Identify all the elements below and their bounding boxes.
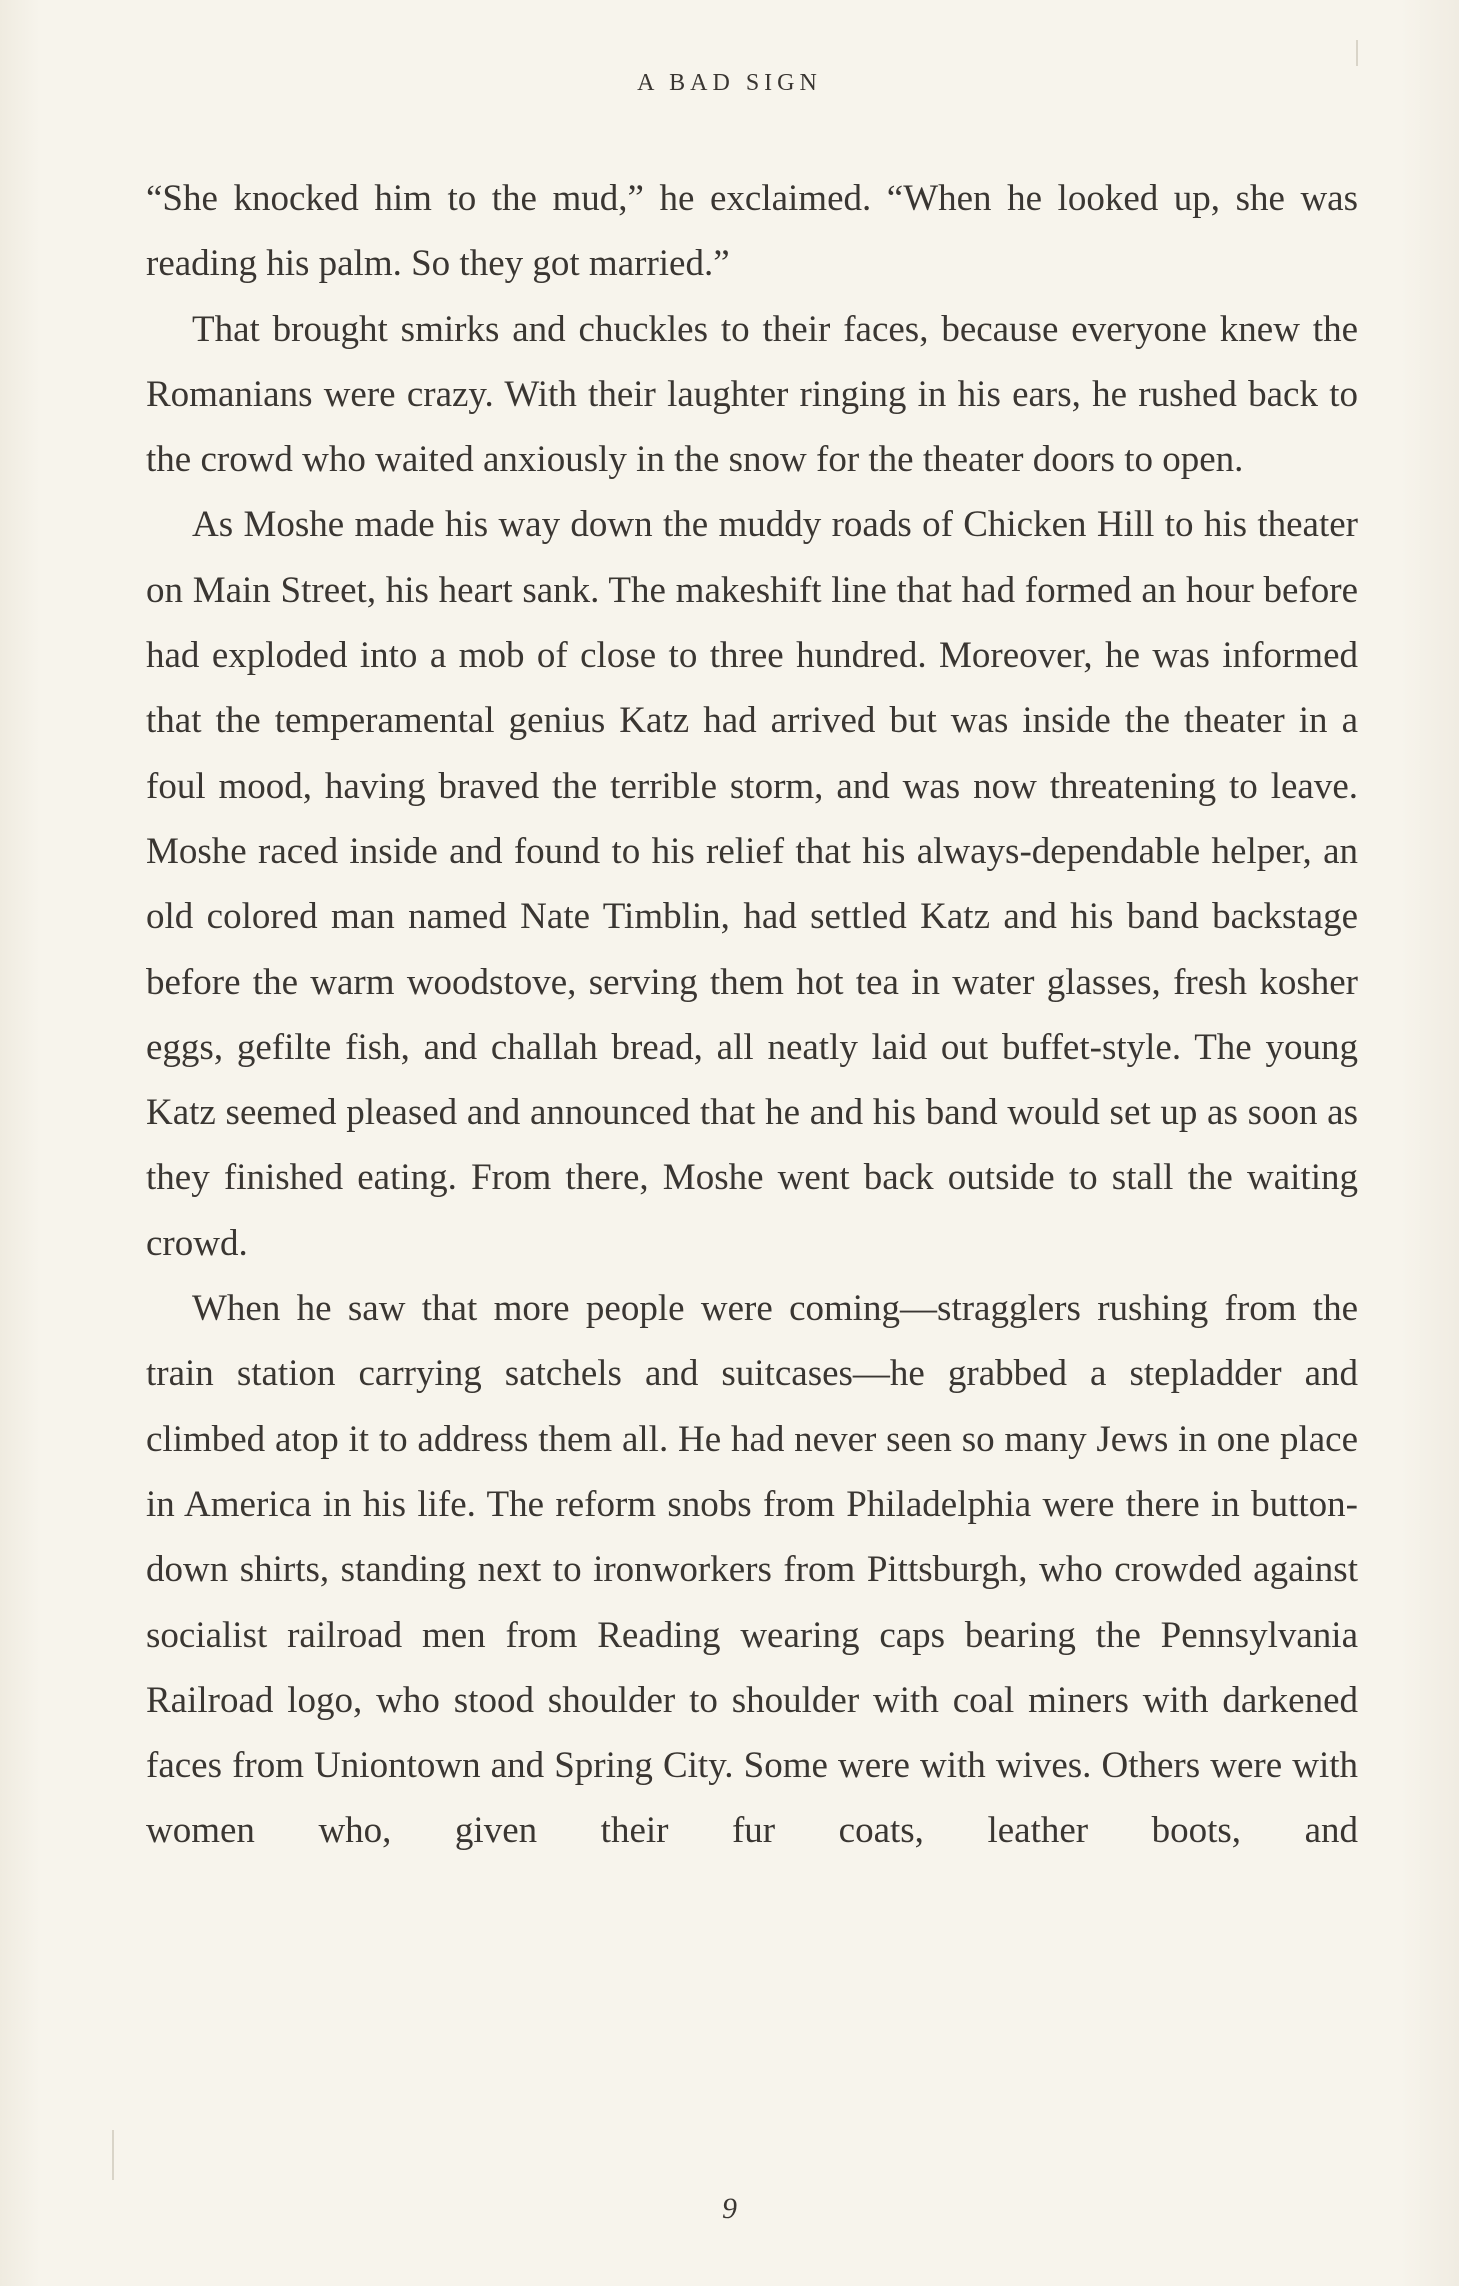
paragraph-3: As Moshe made his way down the muddy roads of Chicken Hill to his theater on Main Street, his heart sank. The makeshift line that had formed an hour before had exploded into a mob of close to three hundred. Moreover, he was informed that the temperamental genius Katz had arrived but was inside the theater in a foul mood, having braved the terrible storm, and was now threatening to leave. Moshe raced inside and found to his relief that his always-dependable helper, an old colored man named Nate Timblin, had settled Katz and his band backstage before the warm woodstove, serving them hot tea in water glasses, fresh kosher eggs, gefilte fish, and challah bread, all neatly laid out buffet-style. The young Katz seemed pleased and announced that he and his band would set up as soon as they finished eating. From there, Moshe went back outside to stall the waiting crowd. [146,504,1358,1264]
paragraph-4: When he saw that more people were coming—stragglers rushing from the train station carrying satchels and suitcases—he grabbed a stepladder and climbed atop it to address them all. He had never seen so many Jews in one place in America in his life. The reform snobs from Philadelphia were there in button-down shirts, standing next to ironworkers from Pittsburgh, who crowded against socialist railroad men from Reading wearing caps bearing the Pennsylvania Railroad logo, who stood shoulder to shoulder with coal miners with darkened faces from Uniontown and Spring City. Some were with wives. Others were with women who, given their fur coats, leather boots, and [146,1288,1358,1852]
page-edge-mark [1356,40,1358,66]
page-edge-mark [112,2130,114,2180]
paragraph-2: That brought smirks and chuckles to their faces, because everyone knew the Romanians were crazy. With their laughter ringing in his ears, he rushed back to the crowd who waited anxiously in the snow for the theater doors to open. [146,308,1358,481]
paragraph-1: “She knocked him to the mud,” he exclaimed. “When he looked up, she was reading his palm. So they got married.” [146,178,1358,285]
page-number: 9 [722,2192,737,2225]
running-head: A BAD SIGN [637,70,822,96]
body-text [146,166,1358,1864]
